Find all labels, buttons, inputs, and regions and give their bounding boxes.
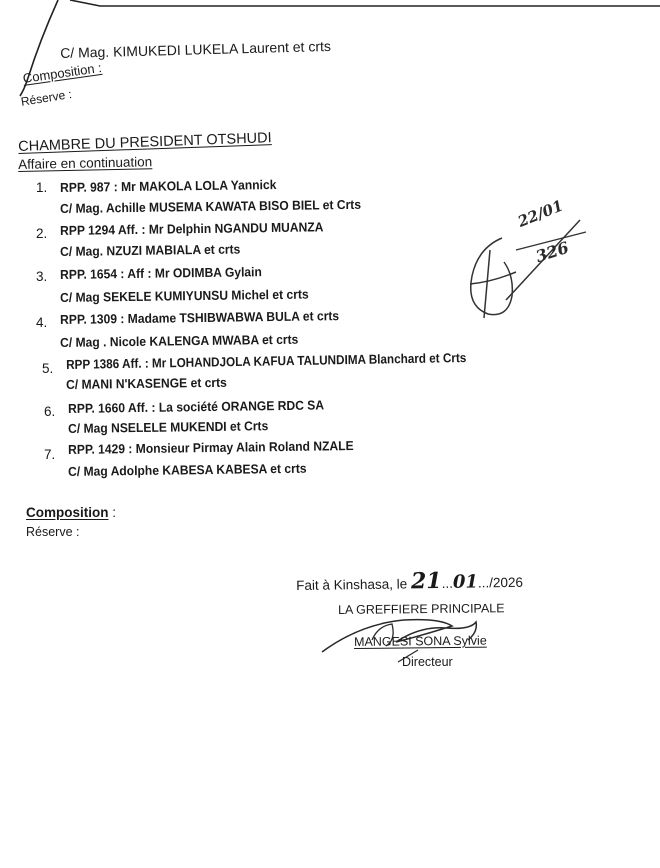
case-defendant-3: C/ Mag SEKELE KUMIYUNSU Michel et crts xyxy=(59,286,309,305)
case-number-1: 1. xyxy=(36,180,48,195)
case-defendant-4: C/ Mag . Nicole KALENGA MWABA et crts xyxy=(59,331,299,350)
date-month: 01 xyxy=(452,571,479,593)
header-composition-label: Composition : xyxy=(21,59,103,86)
case-defendant-1: C/ Mag. Achille MUSEMA KAWATA BISO BIEL et Crts xyxy=(59,196,362,216)
case-title-7: RPP. 1429 : Monsieur Pirmay Alain Roland NZALE xyxy=(67,438,354,457)
case-number-5: 5. xyxy=(42,361,54,376)
date-year: /2026 xyxy=(489,574,524,591)
case-number-2: 2. xyxy=(36,226,48,241)
signatory-role: Directeur xyxy=(402,655,453,669)
case-number-6: 6. xyxy=(44,404,56,419)
date-dots-2: ... xyxy=(477,575,490,591)
case-title-4: RPP. 1309 : Madame TSHIBWABWA BULA et crts xyxy=(59,308,340,327)
annotation-number-top: 22/01 xyxy=(515,196,566,231)
case-defendant-5: C/ MANI N'KASENGE et crts xyxy=(65,374,227,392)
header-reserve-label: Réserve : xyxy=(19,86,73,109)
signatory-name: MANGESI SONA Sylvie xyxy=(353,633,487,649)
case-defendant-7: C/ Mag Adolphe KABESA KABESA et crts xyxy=(67,460,307,479)
case-number-7: 7. xyxy=(44,447,56,462)
case-defendant-2: C/ Mag. NZUZI MABIALA et crts xyxy=(59,241,241,259)
annotation-number-bottom: 326 xyxy=(533,237,572,267)
place-date-prefix: Fait à Kinshasa, le xyxy=(296,576,408,593)
chamber-subtitle: Affaire en continuation xyxy=(17,154,153,172)
chamber-title: CHAMBRE DU PRESIDENT OTSHUDI xyxy=(17,130,272,155)
case-title-1: RPP. 987 : Mr MAKOLA LOLA Yannick xyxy=(59,176,277,195)
case-defendant-6: C/ Mag NSELELE MUKENDI et Crts xyxy=(67,418,269,436)
signatory-title: LA GREFFIERE PRINCIPALE xyxy=(337,601,505,617)
case-title-6: RPP. 1660 Aff. : La société ORANGE RDC SA xyxy=(67,397,325,416)
case-number-4: 4. xyxy=(36,315,48,330)
date-day: 21 xyxy=(410,567,442,595)
case-title-3: RPP. 1654 : Aff : Mr ODIMBA Gylain xyxy=(59,264,262,282)
footer-composition-label: Composition xyxy=(26,505,109,520)
case-title-2: RPP 1294 Aff. : Mr Delphin NGANDU MUANZA xyxy=(59,219,324,238)
footer-reserve-label: Réserve : xyxy=(26,525,80,539)
footer-composition-colon: : xyxy=(108,505,117,520)
case-number-3: 3. xyxy=(36,269,48,284)
case-title-5: RPP 1386 Aff. : Mr LOHANDJOLA KAFUA TALUNDIMA Blanchard et Crts xyxy=(65,350,467,372)
previous-case-line: C/ Mag. KIMUKEDI LUKELA Laurent et crts xyxy=(59,37,332,61)
date-dots-1: ... xyxy=(441,575,453,591)
